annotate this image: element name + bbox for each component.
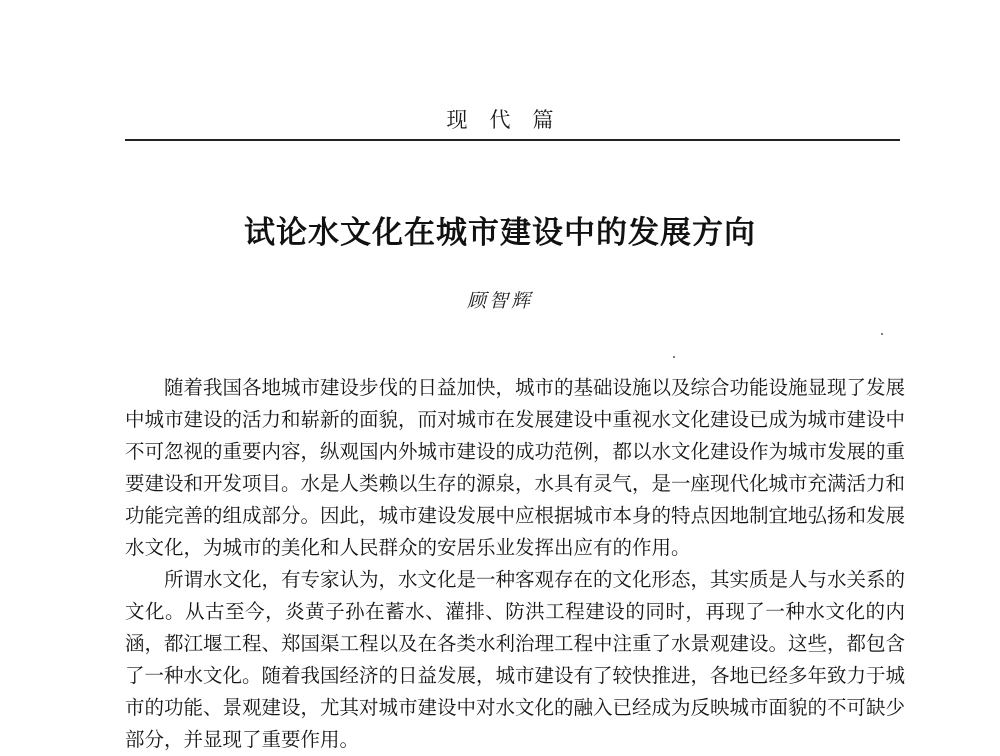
paragraph: 所谓水文化，有专家认为，水文化是一种客观存在的文化形态，其实质是人与水关系的文化。从古至今，炎黄子孙在蓄水、灌排、防洪工程建设的同时，再现了一种水文化的内涵，都江堰工程、郑国渠工程以及在各类水利治理工程中注重了水景观建设。这些，都包含了一种水文化。随着我国经济的日益发展，城市建设有了较快推进，各地已经多年致力于城市的功能、景观建设，尤其对城市建设中对水文化的融入已经成为反映城市面貌的不可缺少部分，并显现了重要作用。: [125, 568, 906, 751]
article-author: 顾智辉: [466, 290, 533, 312]
article-title: 试论水文化在城市建设中的发展方向: [244, 215, 756, 251]
article-body: [125, 372, 905, 756]
scan-speck: [673, 356, 675, 358]
scan-speck: [881, 333, 883, 335]
section-header: 现代篇: [446, 108, 576, 132]
paragraph: 随着我国各地城市建设步伐的日益加快，城市的基础设施以及综合功能设施显现了发展中城市建设的活力和崭新的面貌，而对城市在发展建设中重视水文化建设已成为城市建设中不可忽视的重要内容，纵观国内外城市建设的成功范例，都以水文化建设作为城市发展的重要建设和开发项目。水是人类赖以生存的源泉，水具有灵气，是一座现代化城市充满活力和功能完善的组成部分。因此，城市建设发展中应根据城市本身的特点因地制宜地弘扬和发展水文化，为城市的美化和人民群众的安居乐业发挥出应有的作用。: [125, 376, 906, 559]
header-rule: [125, 139, 900, 141]
